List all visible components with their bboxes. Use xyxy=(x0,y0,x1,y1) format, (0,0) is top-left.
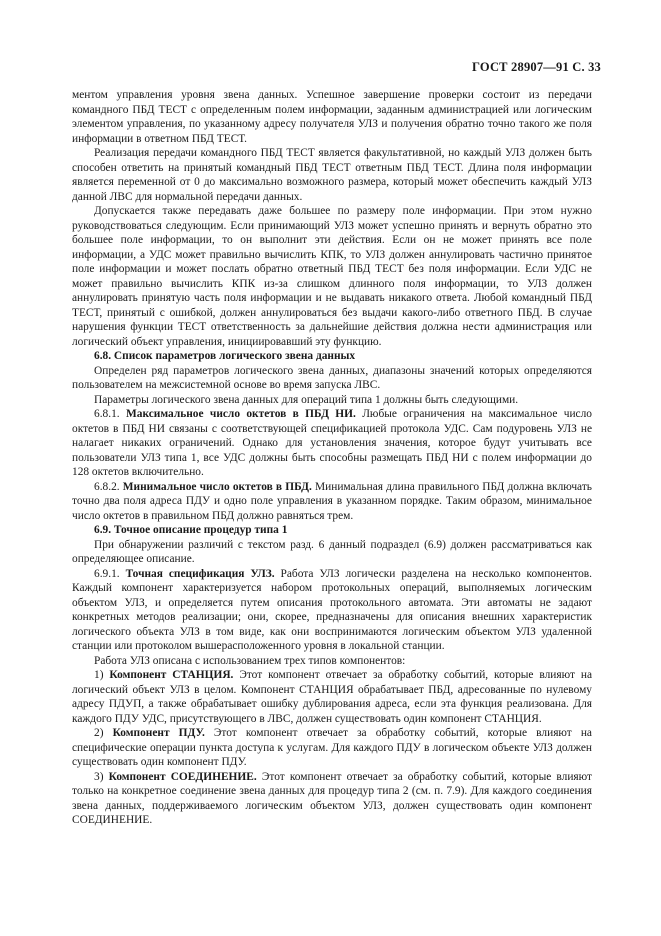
paragraph: Допускается также передавать даже большее по размеру поле информации. При этом нужно руководствоваться следующим. Если принимающий УЛЗ может успешно принять и вернуть обратно это большее поле информации, то он выполнит эти действия. Если он не может принять все поле информации, а УДС может правильно вычислить КПК, то УЛЗ должен аннулировать частично принятое поле информации и может послать обратно ответный ПБД ТЕСТ без поля информации. Если УДС не может правильно вычислить КПК из-за слишком длинного поля информации, то УЛЗ должен аннулировать принятую часть поля информации и не выдавать никакого ответа. Любой командный ПБД ТЕСТ, принятый с ошибкой, должен аннулироваться без выдачи какого-либо ответного ПБД. В случае нарушения функции ТЕСТ ответственность за дальнейшие действия должна нести администрация или логический объект управления, инициировавший эту функцию. xyxy=(72,205,592,348)
list-number: 2) xyxy=(94,727,104,739)
list-number: 3) xyxy=(94,770,104,783)
list-item-title: Компонент СОЕДИНЕНИЕ. xyxy=(108,770,257,783)
clause-number: 6.8.2. xyxy=(94,480,120,493)
list-item-text: Этот компонент отвечает за обработку событий, которые влияют на логический объект УЛЗ в целом. Компонент СТАНЦИЯ обрабатывает ПБД, адресованные по нулевому адресу ПДУП, а также обрабатывает ошибку дублирования адреса, если эта функция реализована. Для каждого ПДУ УДС, присутствующего в ЛВС, должен существовать один компонент СТАНЦИЯ. xyxy=(72,669,592,725)
clause-number: 6.8.1. xyxy=(94,408,120,420)
clause-6-8-1 xyxy=(72,407,592,480)
clause-title: Максимальное число октетов в ПБД НИ. xyxy=(126,408,356,420)
list-number: 1) xyxy=(94,669,104,681)
clause-text: Работа УЛЗ логически разделена на несколько компонентов. Каждый компонент характеризуется набором протокольных операций, выполняемых логическим объектом УЛЗ, и определяется путем описания протокольного автомата. Эти автоматы не задают конкретных методов реализации; они, скорее, предназначены для описания внешних характеристик логического объекта УЛЗ в том виде, как они воспринимаются логическим объектом УЛЗ удаленной станции или протоколом вышерасположенного уровня в локальной станции. xyxy=(72,567,592,652)
list-item-connection xyxy=(72,770,592,828)
clause-title: Минимальное число октетов в ПБД. xyxy=(122,480,312,493)
list-item-text: Этот компонент отвечает за обработку событий, которые влияют на специфические операции пункта доступа к услугам. Для каждого ПДУ в логическом объекте УЛЗ должен существовать один компонент ПДУ. xyxy=(72,727,592,768)
clause-title: Точная спецификация УЛЗ. xyxy=(125,567,275,580)
clause-6-9-1 xyxy=(72,567,592,654)
paragraph: При обнаружении различий с текстом разд. 6 данный подраздел (6.9) должен рассматриваться как определяющее описание. xyxy=(72,538,592,565)
section-heading-6-9: 6.9. Точное описание процедур типа 1 xyxy=(94,524,288,536)
clause-6-8-2 xyxy=(72,480,592,524)
paragraph: Реализация передачи командного ПБД ТЕСТ является факультативной, но каждый УЛЗ должен быть способен ответить на принятый командный ПБД ТЕСТ ответным ПБД ТЕСТ. Длина поля информации является переменной от 0 до максимально возможного размера, который может обеспечить каждый УЛЗ данной ЛВС для нормальной передачи данных. xyxy=(72,147,592,203)
clause-text: Любые ограничения на максимальное число октетов в ПБД НИ связаны с соответствующей спецификацией протокола УДС. Сам подуровень УЛЗ не налагает никаких ограничений. Однако для установления значения, которое будут учитывать все пользователи УЛЗ типа 1, все УДС должны быть способны размещать ПБД НИ с полем информации до 128 октетов включительно. xyxy=(72,408,592,478)
page-header: ГОСТ 28907—91 С. 33 xyxy=(472,60,601,74)
clause-number: 6.9.1. xyxy=(94,567,120,580)
document-body xyxy=(72,88,592,828)
paragraph: Работа УЛЗ описана с использованием трех типов компонентов: xyxy=(94,654,406,667)
section-heading-6-8: 6.8. Список параметров логического звена данных xyxy=(94,350,356,362)
clause-text: Минимальная длина правильного ПБД должна включать точно два поля адреса ПДУ и одно поле управления в указанном порядке. Таким образом, минимальное число октетов в правильном ПБД должно равняться трем. xyxy=(72,480,592,522)
paragraph: ментом управления уровня звена данных. Успешное завершение проверки состоит из передачи командного ПБД ТЕСТ с определенным полем информации, заданным администрацией или логическим элементом управления, по указанному адресу получателя УЛЗ и получения обратно точно такого же поля информации в ответном ПБД ТЕСТ. xyxy=(72,89,592,145)
list-item-title: Компонент СТАНЦИЯ. xyxy=(109,669,234,681)
list-item-title: Компонент ПДУ. xyxy=(112,727,205,739)
list-item-sap xyxy=(72,726,592,770)
list-item-text: Этот компонент отвечает за обработку событий, которые влияют только на конкретное соединение звена данных для процедур типа 2 (см. п. 7.9). Для каждого соединения звена данных, поддерживаемого логическим объектом УЛЗ, должен существовать один компонент СОЕДИНЕНИЕ. xyxy=(72,770,592,826)
paragraph: Определен ряд параметров логического звена данных, диапазоны значений которых определяются пользователем на межсистемной основе во время запуска ЛВС. xyxy=(72,364,592,391)
paragraph: Параметры логического звена данных для операций типа 1 должны быть следующими. xyxy=(94,393,519,406)
list-item-station xyxy=(72,668,592,726)
